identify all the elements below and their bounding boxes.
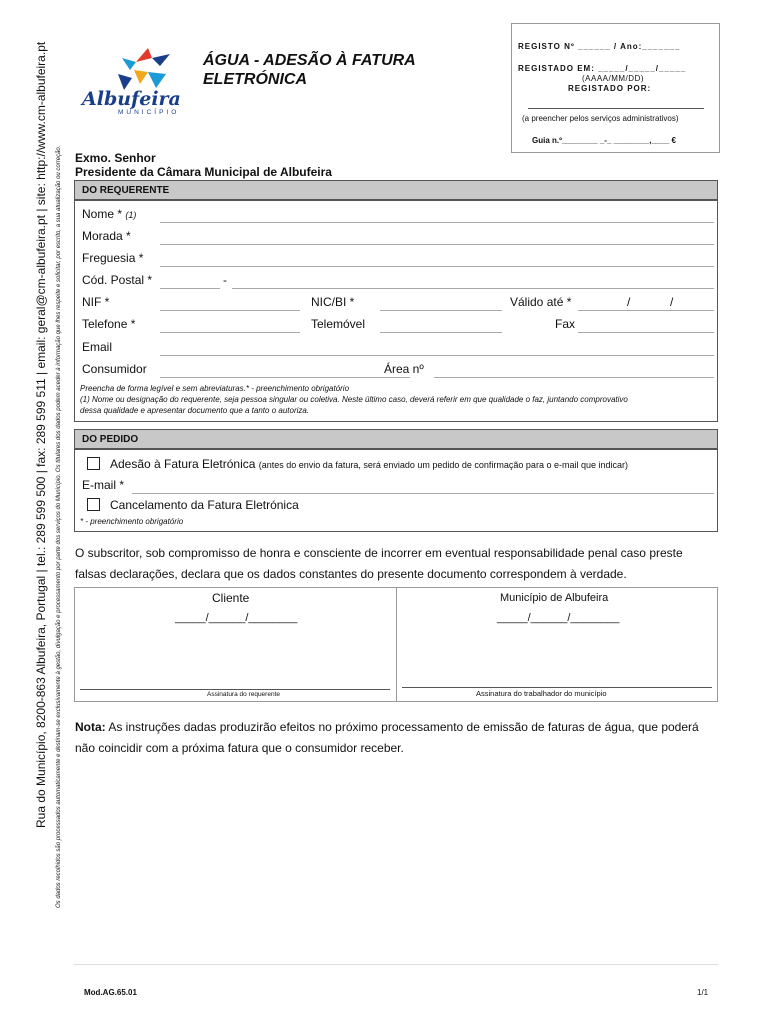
title-line-2: ELETRÓNICA (203, 71, 307, 88)
area-label: Área nº (384, 362, 424, 376)
registo-number: REGISTO Nº ______ / Ano:_______ (518, 42, 681, 51)
nota-line-2: não coincidir com a próxima fatura que o consumidor receber. (75, 741, 404, 755)
municipio-date: _____/______/________ (497, 612, 620, 624)
guia-number: Guia n.º________ _-_ ________,____ € (532, 136, 676, 145)
freguesia-field[interactable] (160, 266, 714, 267)
nota-line-1 (75, 720, 699, 734)
telemovel-field[interactable] (380, 332, 502, 333)
signature-divider (396, 588, 397, 701)
email-label: Email (82, 340, 113, 354)
cliente-date: _____/______/________ (175, 612, 298, 624)
adesao-label-text: Adesão à Fatura Eletrónica (110, 457, 256, 471)
fax-label: Fax (555, 317, 576, 331)
registado-por-line (528, 108, 704, 109)
registration-box (511, 23, 720, 153)
area-field[interactable] (434, 377, 714, 378)
requerente-note-2: (1) Nome ou designação do requerente, seja pessoa singular ou coletiva. Neste último caso, deverá referir em que qualidade o faz, juntando comprovativo (80, 395, 628, 404)
freguesia-label: Freguesia * (82, 251, 144, 265)
nota-text-1: As instruções dadas produzirão efeitos no próximo processamento de emissão de faturas de água, que poderá (105, 720, 699, 734)
cliente-label: Cliente (212, 591, 250, 605)
valido-slash-1: / (627, 295, 631, 309)
nif-field[interactable] (160, 310, 300, 311)
declaration-line-1: O subscritor, sob compromisso de honra e consciente de incorrer em eventual responsabilidade penal caso preste (75, 546, 683, 560)
page-number: 1/1 (697, 988, 709, 997)
cancelamento-checkbox[interactable] (87, 498, 100, 511)
nic-field[interactable] (380, 310, 502, 311)
registado-em: REGISTADO EM: _____/_____/_____ (518, 64, 687, 73)
valido-field[interactable] (578, 310, 714, 311)
telemovel-label: Telemóvel (311, 317, 366, 331)
date-format: (AAAA/MM/DD) (582, 74, 644, 83)
title-line-1: ÁGUA - ADESÃO À FATURA (203, 52, 416, 69)
cliente-signature-caption: Assinatura do requerente (207, 691, 280, 698)
cod-postal-field-1[interactable] (160, 288, 220, 289)
declaration-line-2: falsas declarações, declara que os dados constantes do presente documento correspondem à verdade. (75, 567, 627, 581)
logo-wordmark: Albufeira (82, 88, 181, 110)
email-field[interactable] (160, 355, 714, 356)
nome-label-text: Nome * (82, 207, 123, 221)
municipio-signature-line[interactable] (402, 687, 712, 688)
section-header-pedido: DO PEDIDO (74, 429, 718, 449)
logo-subtitle: MUNICÍPIO (118, 109, 180, 116)
page-title (203, 51, 416, 89)
municipality-logo (78, 44, 198, 120)
section-header-requerente: DO REQUERENTE (74, 180, 718, 200)
adesao-label (110, 457, 628, 471)
fax-field[interactable] (578, 332, 714, 333)
requerente-note-3: dessa qualidade e apresentar documento que a tanto o autoriza. (80, 406, 310, 415)
cod-postal-dash: - (223, 273, 227, 287)
admin-note: (a preencher pelos serviços administrativos) (522, 114, 679, 123)
addressee (75, 151, 332, 179)
cliente-signature-line[interactable] (80, 689, 390, 690)
signature-box (74, 587, 718, 702)
telefone-label: Telefone * (82, 317, 136, 331)
cod-postal-field-2[interactable] (232, 288, 714, 289)
consumidor-field[interactable] (160, 377, 410, 378)
addressee-salutation: Exmo. Senhor (75, 151, 156, 165)
nic-label: NIC/BI * (311, 295, 355, 309)
morada-field[interactable] (160, 244, 714, 245)
morada-label: Morada * (82, 229, 131, 243)
requerente-note-1: Preencha de forma legível e sem abreviaturas.* - preenchimento obrigatório (80, 384, 350, 393)
footer-divider (74, 964, 718, 965)
pedido-obrigatorio-note: * - preenchimento obrigatório (80, 517, 184, 526)
cod-postal-label: Cód. Postal * (82, 273, 153, 287)
registado-por: REGISTADO POR: (568, 84, 652, 93)
consumidor-label: Consumidor (82, 362, 147, 376)
sidebar-privacy-notice: Os dados recolhidos são processados automaticamente e destinam-se exclusivamente à gestão, divulgação e processamento por parte dos serviços do Município. Os titulares dos dados podem aceder à informação que lhes respeite e solicitar, por escrito, a sua atualização ou correção. (56, 145, 62, 908)
adesao-note: (antes do envio da fatura, será enviado um pedido de confirmação para o e-mail que indicar) (258, 460, 628, 470)
sidebar-contact-info: Rua do Município, 8200-863 Albufeira, Portugal | tel.: 289 599 500 | fax: 289 599 511 | email: geral@cm-albufeira.pt | site: http://www.cm-albufeira.pt (34, 41, 48, 828)
nif-label: NIF * (82, 295, 110, 309)
pedido-email-field[interactable] (132, 493, 714, 494)
nome-field[interactable] (160, 222, 714, 223)
nota-label: Nota: (75, 720, 106, 734)
pedido-email-label: E-mail * (82, 478, 125, 492)
nome-label (82, 207, 136, 221)
valido-label: Válido até * (510, 295, 572, 309)
addressee-title: Presidente da Câmara Municipal de Albufeira (75, 165, 332, 179)
nome-footnote-ref: (1) (125, 210, 137, 220)
municipio-label: Município de Albufeira (500, 592, 609, 604)
adesao-checkbox[interactable] (87, 457, 100, 470)
cancelamento-label: Cancelamento da Fatura Eletrónica (110, 498, 299, 512)
telefone-field[interactable] (160, 332, 300, 333)
form-code: Mod.AG.65.01 (84, 988, 137, 997)
municipio-signature-caption: Assinatura do trabalhador do município (476, 689, 607, 698)
valido-slash-2: / (670, 295, 674, 309)
